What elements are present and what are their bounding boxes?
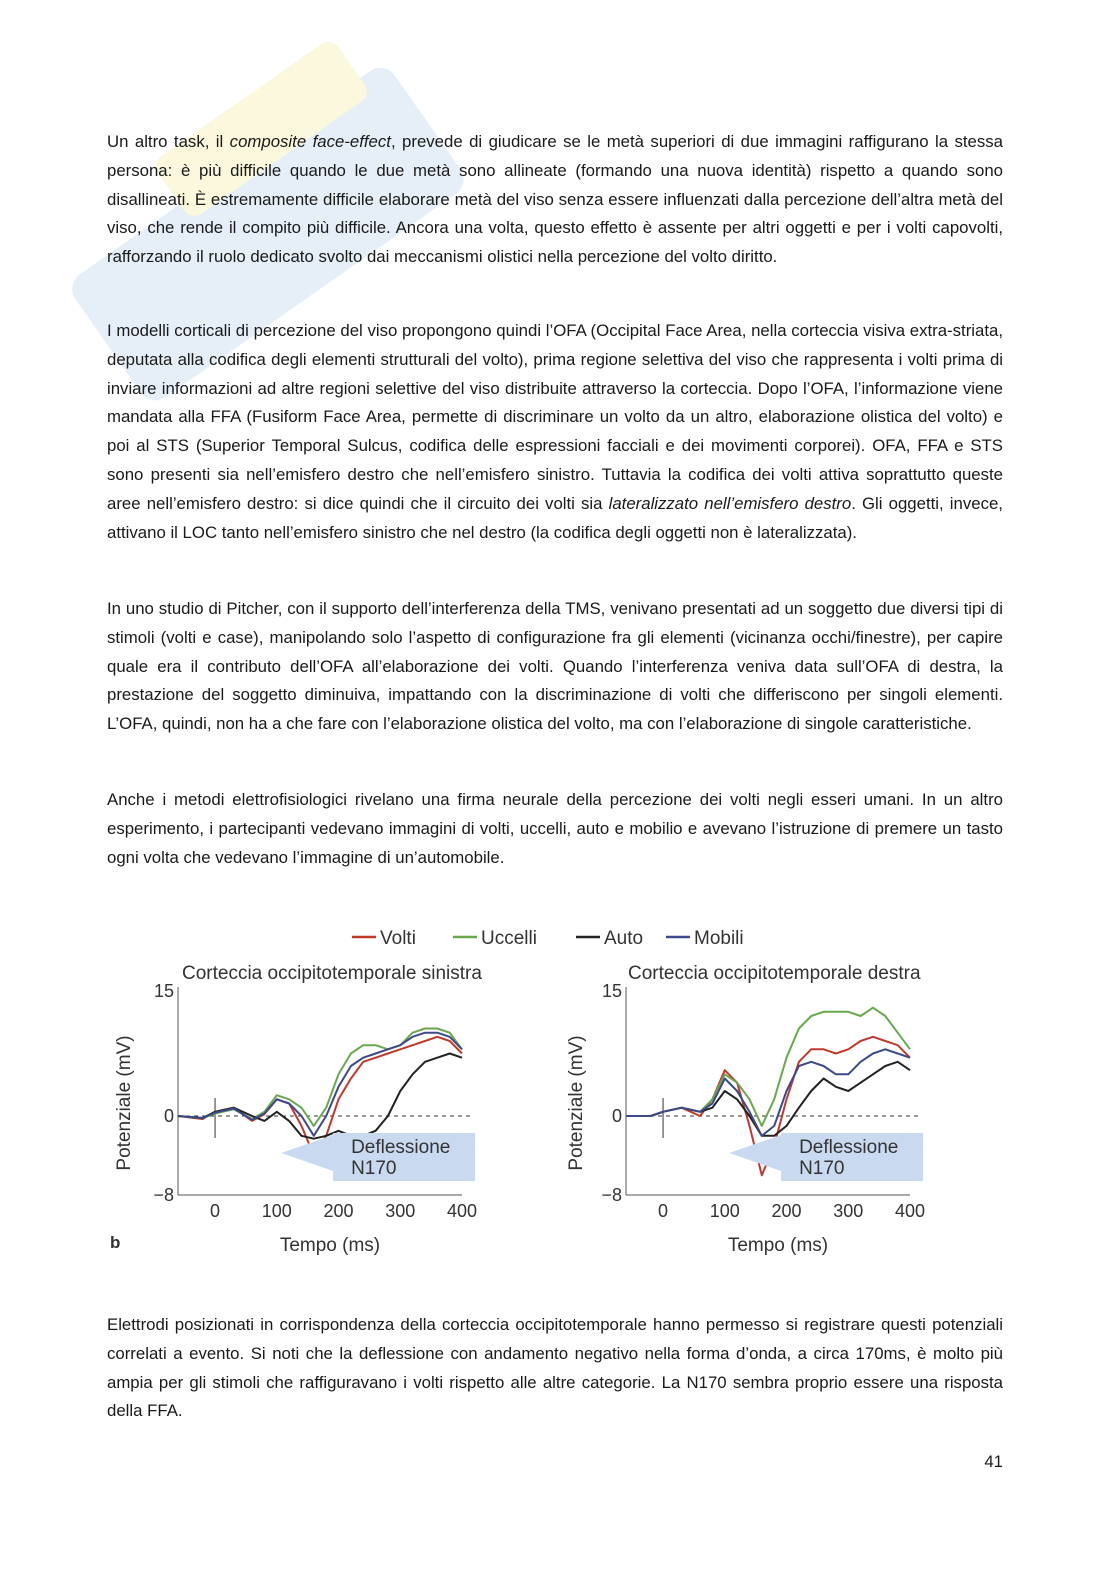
erp-chart-svg <box>104 915 984 1265</box>
panel-letter: b <box>110 1233 121 1252</box>
legend-label-1: Uccelli <box>481 928 537 949</box>
chart-2-xtick-1: 100 <box>709 1201 740 1221</box>
chart-1-xtick-4: 400 <box>446 1201 478 1221</box>
chart-1-series-mobili <box>178 1033 462 1136</box>
chart-2-ytick-2: −8 <box>601 1185 622 1205</box>
paragraph-3: In uno studio di Pitcher, con il supporto dell’interferenza della TMS, venivano presentati ad un soggetto due diversi tipi di stimoli (volti e case), manipolando solo l’aspetto di configurazione fra gli elementi (vicinanza occhi/finestre), per capire quale era il contributo dell’OFA all’elaborazione dei volti. Quando l’interferenza veniva data sull’OFA di destra, la prestazione del soggetto diminuiva, impattando con la discriminazione di volti che differiscono per singoli elementi. L’OFA, quindi, non ha a che fare con l’elaborazione olistica del volto, ma con l’elaborazione di singole caratteristiche. <box>107 599 1003 734</box>
paragraph-2-emphasis: lateralizzato nell’emisfero destro <box>608 493 852 513</box>
chart-1-xtick-1: 100 <box>261 1201 292 1221</box>
chart-2-ylabel: Potenziale (mV) <box>566 1035 587 1171</box>
paragraph-1-text-b: , prevede di giudicare se le metà superiori di due immagini raffigurano la stessa persona: è più difficile quando le due metà sono allineate (formando una nuova identità) rispetto a quando sono disallineati. È estremamente difficile elaborare metà del viso senza essere influenzati dalla percezione dell’altra metà del viso, che rende il compito più difficile. Ancora una volta, questo effetto è assente per altri oggetti e per i volti capovolti, rafforzando il ruolo dedicato svolto dai meccanismi olistici nella percezione del volto diritto. <box>107 132 1003 267</box>
chart-1-annotation-line-2: N170 <box>351 1158 397 1179</box>
chart-2-series-mobili <box>626 1049 910 1136</box>
paragraph-4: Anche i metodi elettrofisiologici rivelano una firma neurale della percezione dei volti negli esseri umani. In un altro esperimento, i partecipanti vedevano immagini di volti, uccelli, auto e mobilio e avevano l’istruzione di premere un tasto ogni volta che vedevano l’immagine di un’automobile. <box>107 790 1003 867</box>
chart-2-annotation-pointer <box>729 1135 781 1171</box>
chart-1-ylabel: Potenziale (mV) <box>114 1035 135 1171</box>
chart-1-xlabel: Tempo (ms) <box>279 1235 381 1256</box>
paragraph-1-emphasis: composite face-effect <box>229 132 391 151</box>
erp-figure <box>104 915 984 1265</box>
chart-1-title: Corteccia occipitotemporale sinistra <box>182 963 482 984</box>
paragraph-2 <box>107 317 1003 547</box>
chart-2-ytick-0: 15 <box>601 981 622 1001</box>
chart-1-xtick-0: 0 <box>210 1201 221 1221</box>
chart-2-annotation-line-2: N170 <box>799 1158 845 1179</box>
paragraph-1 <box>107 128 1003 272</box>
chart-2-title: Corteccia occipitotemporale destra <box>628 963 921 984</box>
chart-2-series-auto <box>626 1062 910 1136</box>
chart-2-annotation-line-1: Deflessione <box>799 1137 899 1158</box>
paragraph-1-text-a: Un altro task, il <box>107 132 230 151</box>
chart-2-xtick-0: 0 <box>658 1201 669 1221</box>
chart-2-ytick-1: 0 <box>611 1106 622 1126</box>
chart-1-ytick-0: 15 <box>153 981 174 1001</box>
paragraph-5: Elettrodi posizionati in corrispondenza della corteccia occipitotemporale hanno permesso si registrare questi potenziali correlati a evento. Si noti che la deflessione con andamento negativo nella forma d’onda, a circa 170ms, è molto più ampia per gli stimoli che raffiguravano i volti rispetto alle altre categorie. La N170 sembra proprio essere una risposta della FFA. <box>107 1315 1003 1421</box>
chart-2-xtick-2: 200 <box>771 1201 802 1221</box>
page-number: 41 <box>984 1452 1003 1471</box>
chart-1-annotation-line-1: Deflessione <box>351 1137 451 1158</box>
chart-1-ytick-2: −8 <box>153 1185 174 1205</box>
chart-2-xtick-4: 400 <box>894 1201 926 1221</box>
legend-label-3: Mobili <box>694 928 744 949</box>
legend-label-0: Volti <box>380 928 416 949</box>
paragraph-2-text-b: . Gli oggetti, invece, attivano il LOC tanto nell’emisfero sinistro che nel destro (la codifica degli oggetti non è lateralizzata). <box>107 493 1003 542</box>
legend-label-2: Auto <box>604 928 644 949</box>
chart-1-xtick-3: 300 <box>385 1201 416 1221</box>
chart-2-xlabel: Tempo (ms) <box>727 1235 829 1256</box>
chart-2-xtick-3: 300 <box>833 1201 864 1221</box>
chart-1-xtick-2: 200 <box>323 1201 354 1221</box>
chart-1-ytick-1: 0 <box>163 1106 174 1126</box>
paragraph-2-text-a: I modelli corticali di percezione del viso propongono quindi l’OFA (Occipital Face Area, nella corteccia visiva extra-striata, deputata alla codifica degli elementi strutturali del volto), prima regione selettiva del viso che rappresenta i volti prima di inviare informazioni ad altre regioni selettive del viso distribuite attraverso la corteccia. Dopo l’OFA, l’informazione viene mandata alla FFA (Fusiform Face Area, permette di discriminare un volto da un altro, elaborazione olistica del volto) e poi al STS (Superior Temporal Sulcus, codifica delle espressioni facciali e dei movimenti corporei). OFA, FFA e STS sono presenti sia nell’emisfero destro che nell’emisfero sinistro. Tuttavia la codifica dei volti attiva soprattutto queste aree nell’emisfero destro: si dice quindi che il circuito dei volti sia <box>107 321 1003 513</box>
chart-2-series-uccelli <box>626 1008 910 1126</box>
